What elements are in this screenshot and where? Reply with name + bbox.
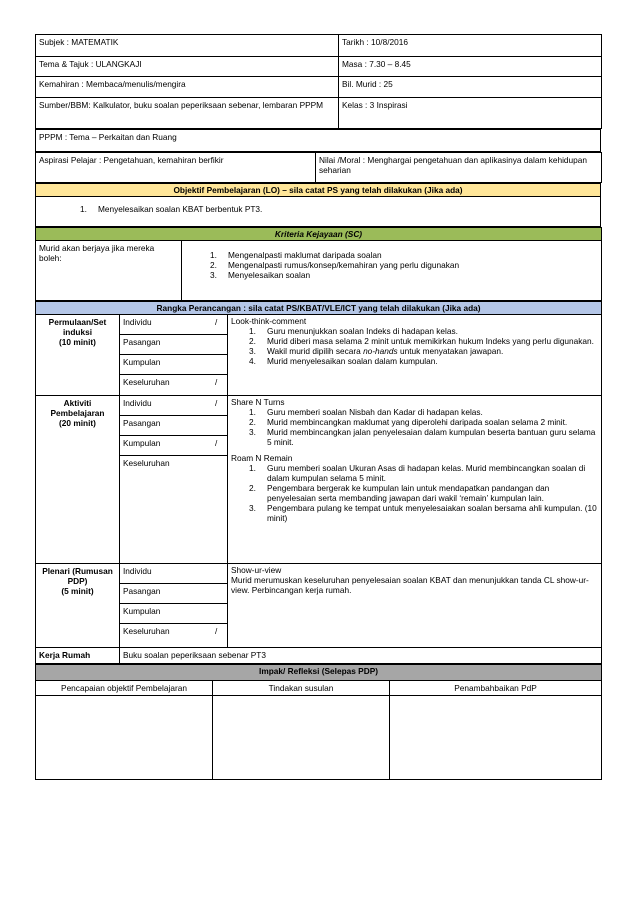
- activity-text: Murid merumuskan keseluruhan penyelesaian soalan KBAT dan menunjukkan tanda CL show-ur-view. Perbincangan kerja rumah.: [231, 575, 589, 595]
- kriteria-item: [210, 250, 598, 260]
- mode-tick: [215, 564, 227, 583]
- activity-step: [249, 463, 598, 483]
- rangka-table: [35, 301, 602, 664]
- phase-name-cell: [36, 315, 120, 396]
- activity-step-text: Guru menunjukkan soalan Indeks di hadapan kelas.: [267, 326, 458, 336]
- phase-row: [36, 315, 602, 396]
- activity-step-text: Guru memberi soalan Nisbah dan Kadar di hadapan kelas.: [267, 407, 483, 417]
- kerja-rumah-value: Buku soalan peperiksaan sebenar PT3: [120, 648, 602, 664]
- mode-tick: /: [215, 317, 218, 327]
- mode-label: Pasangan: [123, 586, 161, 596]
- mode-row-keseluruhan: [120, 375, 227, 395]
- activity-step-text: Murid diberi masa selama 2 minit untuk memikirkan hukum Indeks yang perlu digunakan.: [267, 336, 594, 346]
- objektif-body: [36, 197, 601, 227]
- phase-mode-cell: [120, 396, 228, 564]
- objektif-list: [80, 204, 597, 214]
- mode-label: Kumpulan: [123, 438, 161, 448]
- mode-tick: [215, 416, 227, 435]
- tema-cell: Tema & Tajuk : ULANGKAJI: [36, 57, 339, 77]
- activity-step-number: 2.: [249, 417, 256, 427]
- phase-time: (5 minit): [61, 586, 94, 596]
- kriteria-item-text: Menyelesaikan soalan: [228, 270, 311, 280]
- activity-step-number: 3.: [249, 503, 256, 513]
- kriteria-item-text: Mengenalpasti rumus/konsep/kemahiran yang perlu digunakan: [228, 260, 460, 270]
- activity-step-number: 2.: [249, 483, 256, 493]
- activity-step-text: Murid menyelesaikan soalan dalam kumpulan.: [267, 356, 438, 366]
- kriteria-item-number: 1.: [210, 250, 217, 260]
- mode-label: Individu: [123, 398, 152, 408]
- phase-mode-cell: [120, 315, 228, 396]
- activity-step: [249, 503, 598, 523]
- mode-label: Keseluruhan: [123, 377, 170, 387]
- mode-tick: [215, 604, 227, 623]
- mode-tick: [215, 584, 227, 603]
- aspirasi-table: [35, 152, 602, 183]
- activity-step-number: 4.: [249, 356, 256, 366]
- kriteria-intro: Murid akan berjaya jika mereka boleh:: [36, 241, 182, 301]
- activity-title: Roam N Remain: [231, 453, 293, 463]
- phase-activity-cell: [228, 396, 602, 564]
- activity-step-number: 3.: [249, 346, 256, 356]
- mode-row-kumpulan: [120, 436, 227, 456]
- activity-step: [249, 356, 598, 366]
- activity-title: Look-think-comment: [231, 316, 307, 326]
- phase-name-cell: [36, 564, 120, 648]
- aspirasi-cell: Aspirasi Pelajar : Pengetahuan, kemahiran berfikir: [36, 153, 316, 183]
- activity-step: [249, 483, 598, 503]
- mode-label: Individu: [123, 566, 152, 576]
- objektif-item-text: Menyelesaikan soalan KBAT berbentuk PT3.: [98, 204, 263, 214]
- activity-step-number: 3.: [249, 427, 256, 437]
- mode-tick: [215, 456, 227, 476]
- mode-row-individu: [120, 564, 227, 584]
- mode-label: Kumpulan: [123, 606, 161, 616]
- mode-row-pasangan: [120, 584, 227, 604]
- bil-murid-cell: Bil. Murid : 25: [339, 77, 602, 98]
- lesson-plan-sheet: [35, 34, 601, 780]
- rangka-title: Rangka Perancangan : sila catat PS/KBAT/VLE/ICT yang telah dilakukan (Jika ada): [36, 302, 602, 315]
- emphasis-text: no-hands: [363, 346, 398, 356]
- phase-name: Permulaan/Set induksi: [48, 317, 107, 337]
- sumber-cell: Sumber/BBM: Kalkulator, buku soalan peperiksaan sebenar, lembaran PPPM: [36, 98, 339, 129]
- activity-step: [249, 326, 598, 336]
- mode-tick: [215, 355, 227, 374]
- phase-name-cell: [36, 396, 120, 564]
- mode-row-individu: [120, 315, 227, 335]
- mode-label: Keseluruhan: [123, 626, 170, 636]
- tarikh-cell: Tarikh : 10/8/2016: [339, 35, 602, 57]
- phase-activity-cell: [228, 315, 602, 396]
- phase-time: (10 minit): [59, 337, 96, 347]
- kriteria-title: Kriteria Kejayaan (SC): [36, 228, 602, 241]
- mode-label: Kumpulan: [123, 357, 161, 367]
- impak-col-pencapaian: Pencapaian objektif Pembelajaran: [36, 681, 213, 696]
- pppm-cell: PPPM : Tema – Perkaitan dan Ruang: [36, 130, 601, 152]
- objektif-item-number: 1.: [80, 204, 87, 214]
- phase-row: [36, 564, 602, 648]
- phase-rows: [36, 315, 602, 648]
- activity-step: [249, 427, 598, 447]
- objektif-table: [35, 183, 601, 227]
- activity-title: Show-ur-view: [231, 565, 282, 575]
- mode-tick: /: [215, 377, 218, 387]
- kriteria-list: [210, 250, 598, 280]
- kriteria-item-number: 2.: [210, 260, 217, 270]
- impak-col-penambahbaikan: Penambahbaikan PdP: [390, 681, 602, 696]
- mode-label: Pasangan: [123, 337, 161, 347]
- mode-row-individu: [120, 396, 227, 416]
- impak-table: [35, 664, 602, 780]
- kriteria-item: [210, 260, 598, 270]
- mode-label: Keseluruhan: [123, 458, 170, 468]
- mode-row-kumpulan: [120, 355, 227, 375]
- activity-title: Share N Turns: [231, 397, 285, 407]
- activity-step: [249, 417, 598, 427]
- kriteria-item-text: Mengenalpasti maklumat daripada soalan: [228, 250, 382, 260]
- mode-tick: [215, 335, 227, 354]
- activity-steps: [249, 326, 598, 366]
- activity-step-number: 1.: [249, 407, 256, 417]
- kemahiran-cell: Kemahiran : Membaca/menulis/mengira: [36, 77, 339, 98]
- impak-title: Impak/ Refleksi (Selepas PDP): [36, 665, 602, 681]
- objektif-item: [80, 204, 597, 214]
- activity-step-number: 1.: [249, 463, 256, 473]
- activity-step: [249, 346, 598, 356]
- activity-step-number: 1.: [249, 326, 256, 336]
- mode-tick: /: [215, 626, 218, 636]
- mode-tick: /: [215, 438, 218, 448]
- pppm-table: [35, 129, 601, 152]
- activity-step-text: Murid membincangkan maklumat yang diperolehi daripada soalan selama 2 minit.: [267, 417, 568, 427]
- activity-step: [249, 336, 598, 346]
- mode-tick: /: [215, 398, 218, 408]
- phase-name: Plenari (Rumusan PDP): [42, 566, 113, 586]
- activity-step-text: Wakil murid dipilih secara no-hands untuk menyatakan jawapan.: [267, 346, 504, 356]
- nilai-cell: Nilai /Moral : Menghargai pengetahuan dan aplikasinya dalam kehidupan seharian: [316, 153, 602, 183]
- activity-steps: [249, 463, 598, 523]
- activity-step-text: Guru memberi soalan Ukuran Asas di hadapan kelas. Murid membincangkan soalan di dalam kumpulan selama 5 minit.: [267, 463, 586, 483]
- phase-time: (20 minit): [59, 418, 96, 428]
- activity-steps: [249, 407, 598, 447]
- phase-row: [36, 396, 602, 564]
- masa-cell: Masa : 7.30 – 8.45: [339, 57, 602, 77]
- mode-label: Pasangan: [123, 418, 161, 428]
- activity-step: [249, 407, 598, 417]
- kriteria-item-number: 3.: [210, 270, 217, 280]
- phase-mode-cell: [120, 564, 228, 648]
- mode-row-pasangan: [120, 416, 227, 436]
- kriteria-item: [210, 270, 598, 280]
- kriteria-body: [182, 241, 602, 301]
- kerja-rumah-label: Kerja Rumah: [36, 648, 120, 664]
- activity-step-text: Pengembara bergerak ke kumpulan lain untuk mendapatkan pandangan dan penyelesaian serta membanding jawapan dari wakil ‘remain’ kumpulan lain.: [267, 483, 550, 503]
- mode-row-keseluruhan: [120, 456, 227, 476]
- activity-step-text: Pengembara pulang ke tempat untuk menyelesaiakan soalan bersama ahli kumpulan. (10 minit): [267, 503, 597, 523]
- impak-col-tindakan: Tindakan susulan: [213, 681, 390, 696]
- impak-cell-tindakan[interactable]: [213, 696, 390, 780]
- kriteria-table: [35, 227, 602, 301]
- phase-activity-cell: [228, 564, 602, 648]
- impak-cell-pencapaian[interactable]: [36, 696, 213, 780]
- mode-row-keseluruhan: [120, 624, 227, 644]
- subjek-cell: Subjek : MATEMATIK: [36, 35, 339, 57]
- mode-row-pasangan: [120, 335, 227, 355]
- kelas-cell: Kelas : 3 Inspirasi: [339, 98, 602, 129]
- phase-name: Aktiviti Pembelajaran: [50, 398, 105, 418]
- mode-label: Individu: [123, 317, 152, 327]
- impak-cell-penambahbaikan[interactable]: [390, 696, 602, 780]
- activity-step-number: 2.: [249, 336, 256, 346]
- header-table: [35, 34, 602, 129]
- objektif-title: Objektif Pembelajaran (LO) – sila catat PS yang telah dilakukan (Jika ada): [36, 184, 601, 197]
- activity-step-text: Murid membincangkan jalan penyelesaian dalam kumpulan beserta bantuan guru selama 5 minit.: [267, 427, 596, 447]
- mode-row-kumpulan: [120, 604, 227, 624]
